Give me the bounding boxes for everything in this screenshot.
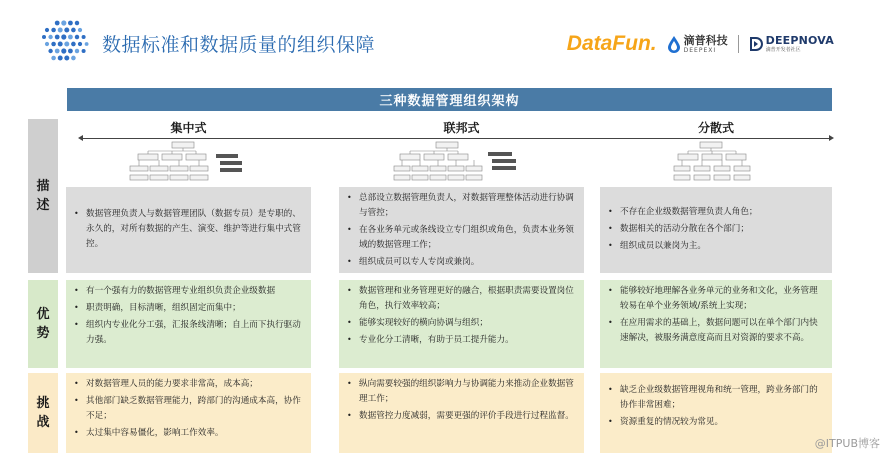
- list-item: • 纵向需要较强的组织影响力与协调能力来推动企业数据管理工作；: [347, 377, 578, 407]
- deepexi-sub: DEEPEXI: [683, 46, 717, 54]
- cell-desc-federated: [339, 187, 584, 273]
- list-item: • 对数据管理人员的能力要求非常高，成本高；: [74, 377, 305, 392]
- cell-adv-federated: [339, 280, 584, 368]
- list-item: • 资源重复的情况较为常见。: [608, 415, 826, 430]
- column-header-federated: 联邦式: [443, 121, 480, 135]
- org-chart-centralized-icon: [128, 140, 248, 184]
- row-label-char: 战: [36, 415, 50, 430]
- list-item: • 能够实现较好的横向协调与组织；: [347, 316, 578, 331]
- row-label-char: 挑: [36, 395, 50, 411]
- cell-desc-decentralized: [600, 187, 832, 273]
- row-label-description: [28, 119, 58, 273]
- list-item: • 职责明确，目标清晰，组织固定而集中；: [74, 301, 305, 316]
- list-item: • 组织成员以兼岗为主。: [608, 239, 826, 254]
- deepnova-logo: [749, 35, 834, 53]
- deepexi-name: 滴普科技: [683, 33, 728, 47]
- row-label-char: 势: [36, 326, 50, 341]
- column-header-decentralized: 分散式: [697, 121, 734, 135]
- brand-area: [567, 32, 834, 56]
- list-item: • 数据管控力度减弱，需要更强的评价手段进行过程监督。: [347, 409, 578, 424]
- section-banner: 三种数据管理组织架构: [67, 88, 832, 111]
- page-title: 数据标准和数据质量的组织保障: [102, 34, 376, 56]
- list-item: • 不存在企业级数据管理负责人角色；: [608, 205, 826, 220]
- row-label-char: 优: [36, 306, 50, 322]
- brand-logo-icon: [38, 18, 90, 64]
- watermark: @ITPUB博客: [814, 437, 880, 450]
- column-header-centralized: 集中式: [170, 121, 207, 135]
- cell-desc-centralized: [66, 187, 311, 273]
- list-item: • 缺乏企业级数据管理视角和统一管理，跨业务部门的协作非常困难；: [608, 383, 826, 413]
- row-label-challenges: [28, 373, 58, 453]
- deepnova-sub: 滴普开发者社区: [765, 47, 801, 53]
- list-item: • 其他部门缺乏数据管理能力，跨部门的沟通成本高，协作不足；: [74, 394, 305, 424]
- list-item: • 总部设立数据管理负责人，对数据管理整体活动进行协调与管控；: [347, 191, 578, 221]
- list-item: • 数据管理和业务管理更好的融合，根据职责需要设置岗位角色，执行效率较高；: [347, 284, 578, 314]
- list-item: • 能够较好地理解各业务单元的业务和文化，业务管理较易在单个业务领域/系统上实现；: [608, 284, 826, 314]
- org-chart-federated-icon: [392, 140, 522, 184]
- list-item: • 在应用需求的基础上，数据问题可以在单个部门内快速解决，被服务满意度高而且对资源的要求不高。: [608, 316, 826, 346]
- cell-chal-federated: [339, 373, 584, 453]
- list-item: • 太过集中容易僵化，影响工作效率。: [74, 426, 305, 441]
- list-item: • 数据相关的活动分散在各个部门；: [608, 222, 826, 237]
- list-item: • 数据管理负责人与数据管理团队（数据专员）是专职的、永久的，对所有数据的产生、演变、维护等进行集中式管控。: [74, 207, 305, 252]
- row-label-char: 描: [36, 178, 50, 194]
- list-item: • 在各业务单元或条线设立专门组织或角色，负责本业务领域的数据管理工作；: [347, 223, 578, 253]
- brand-divider: [738, 35, 739, 53]
- droplet-icon: [667, 35, 681, 53]
- cell-adv-decentralized: [600, 280, 832, 368]
- cell-chal-decentralized: [600, 373, 832, 453]
- deepnova-mark-icon: [749, 36, 763, 52]
- header-arrow-line: [80, 138, 832, 139]
- cell-chal-centralized: [66, 373, 311, 453]
- row-label-char: 述: [36, 198, 50, 213]
- list-item: • 组织成员可以专人专岗或兼岗。: [347, 255, 578, 270]
- row-label-advantages: [28, 280, 58, 368]
- deepnova-name: DEEPNOVA: [765, 34, 834, 47]
- datafun-logo: DataFun.: [566, 32, 657, 55]
- list-item: • 专业化分工清晰，有助于员工提升能力。: [347, 333, 578, 348]
- list-item: • 有一个强有力的数据管理专业组织负责企业级数据: [74, 284, 305, 299]
- org-chart-decentralized-icon: [672, 140, 752, 184]
- list-item: • 组织内专业化分工强，汇报条线清晰；自上而下执行驱动力强。: [74, 318, 305, 348]
- cell-adv-centralized: [66, 280, 311, 368]
- deepexi-logo: [667, 35, 728, 54]
